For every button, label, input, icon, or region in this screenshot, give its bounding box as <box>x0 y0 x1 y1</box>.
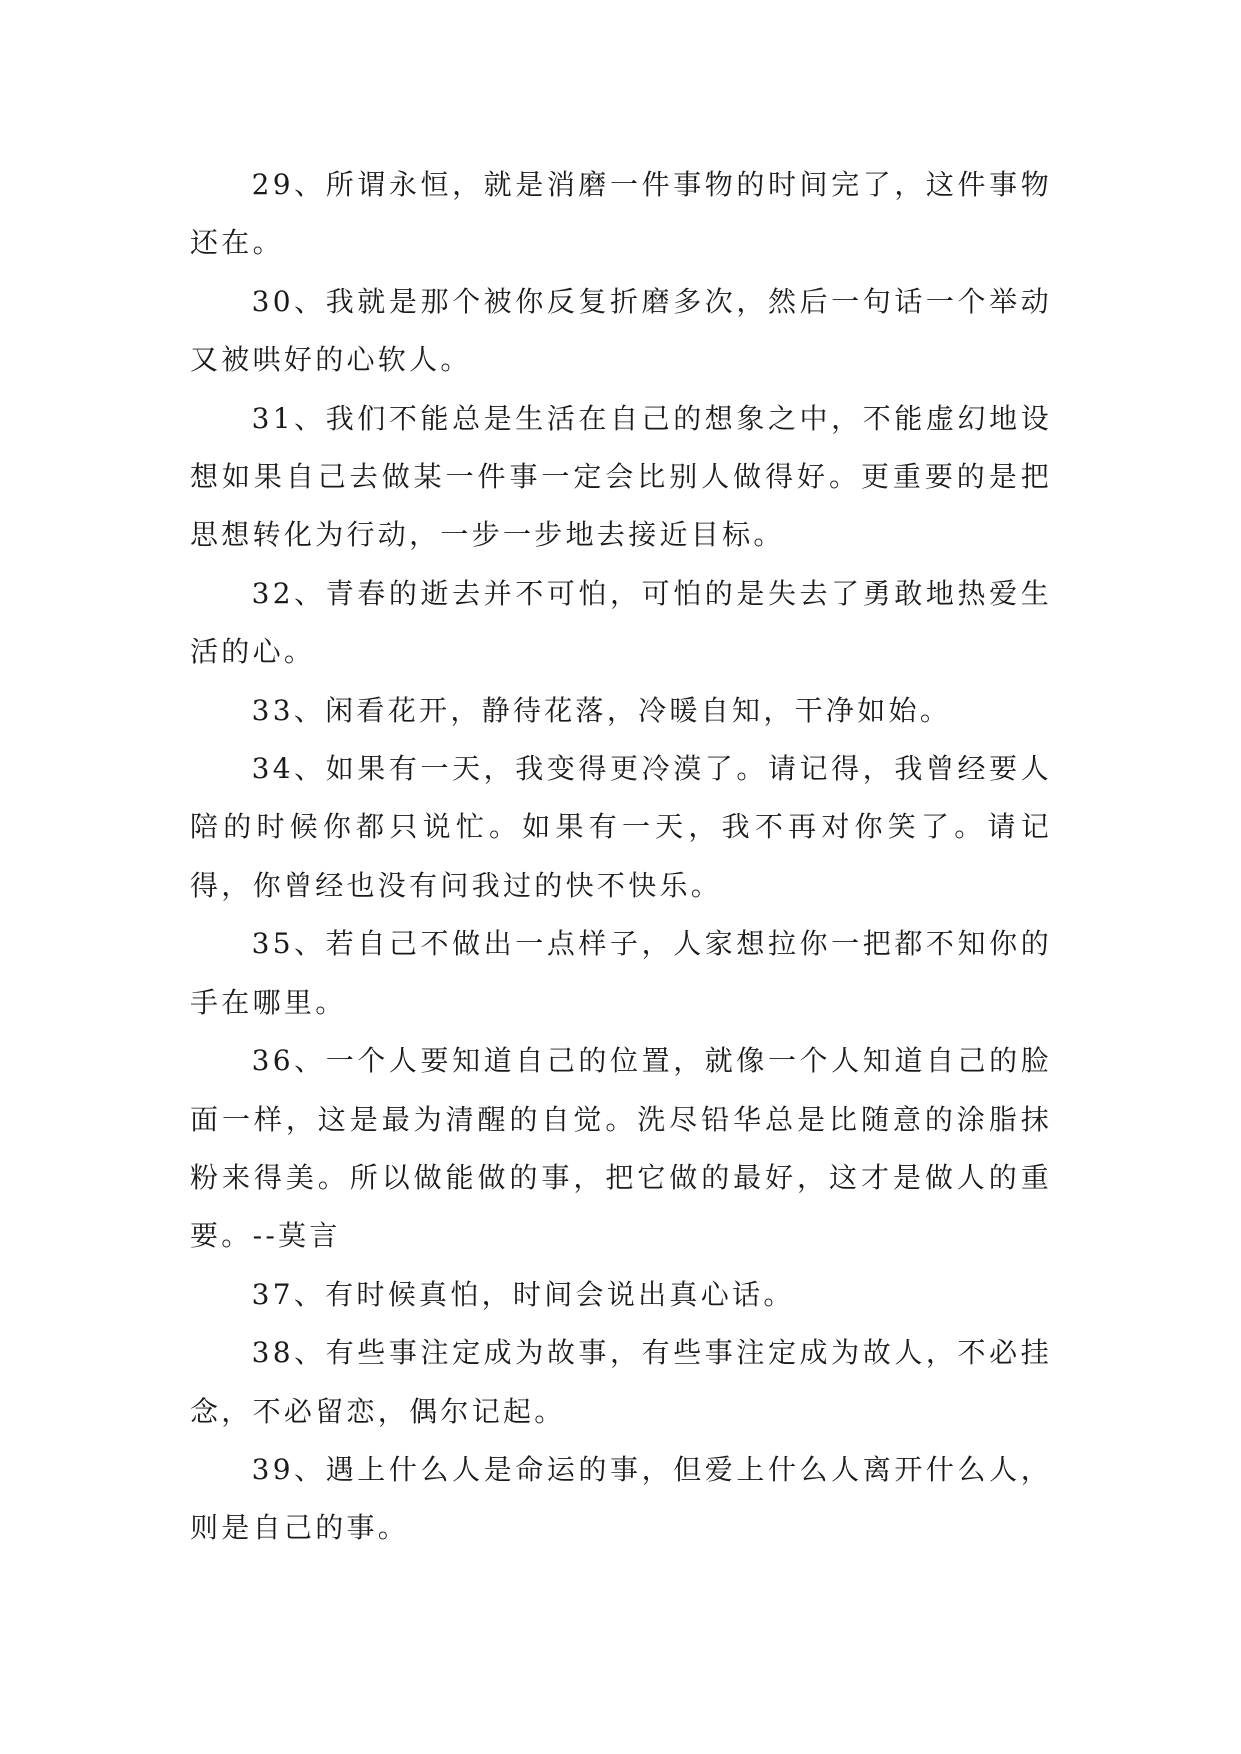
paragraph-29: 29、所谓永恒，就是消磨一件事物的时间完了，这件事物还在。 <box>190 168 1052 260</box>
paragraph-37: 37、有时候真怕，时间会说出真心话。 <box>251 1277 795 1311</box>
document-body <box>190 156 1052 1558</box>
paragraph-31: 31、我们不能总是生活在自己的想象之中，不能虚幻地设想如果自己去做某一件事一定会比别人做得好。更重要的是把思想转化为行动，一步一步地去接近目标。 <box>190 401 1052 552</box>
paragraph-30: 30、我就是那个被你反复折磨多次，然后一句话一个举动又被哄好的心软人。 <box>190 284 1052 377</box>
paragraph-32: 32、青春的逝去并不可怕，可怕的是失去了勇敢地热爱生活的心。 <box>190 576 1052 669</box>
paragraph-33: 33、闲看花开，静待花落，冷暖自知，干净如始。 <box>251 693 952 727</box>
paragraph-36: 36、一个人要知道自己的位置，就像一个人知道自己的脸面一样，这是最为清醒的自觉。洗尽铅华总是比随意的涂脂抹粉来得美。所以做能做的事，把它做的最好，这才是做人的重要。--莫言 <box>190 1044 1052 1253</box>
paragraph-39: 39、遇上什么人是命运的事，但爱上什么人离开什么人，则是自己的事。 <box>190 1452 1052 1545</box>
paragraph-34: 34、如果有一天，我变得更冷漠了。请记得，我曾经要人陪的时候你都只说忙。如果有一天，我不再对你笑了。请记得，你曾经也没有问我过的快不快乐。 <box>190 752 1052 902</box>
paragraph-35: 35、若自己不做出一点样子，人家想拉你一把都不知你的手在哪里。 <box>190 927 1052 1019</box>
paragraph-38: 38、有些事注定成为故事，有些事注定成为故人，不必挂念，不必留恋，偶尔记起。 <box>190 1336 1052 1428</box>
